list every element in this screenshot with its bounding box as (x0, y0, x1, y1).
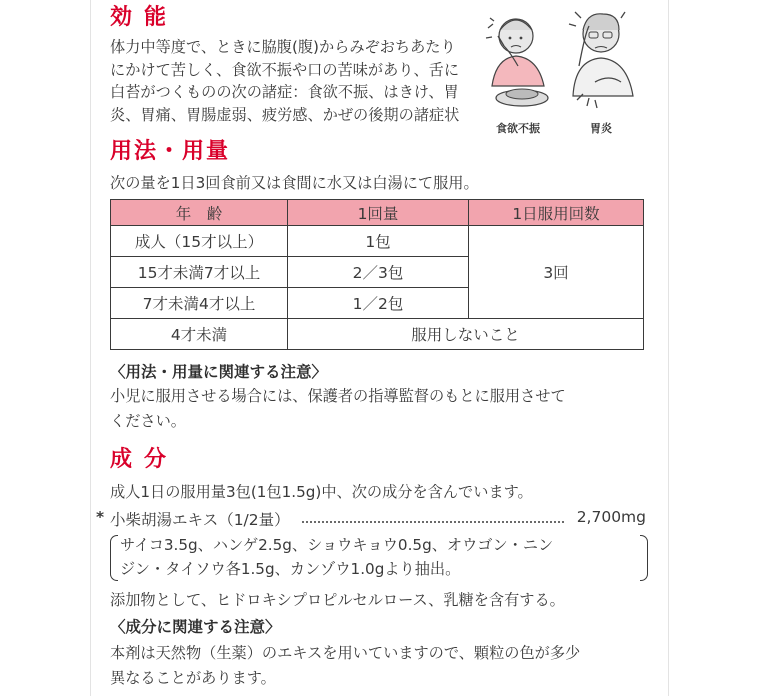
dosage-note-text: 小児に服用させる場合には、保護者の指導監督のもとに服用させて ください。 (110, 387, 566, 430)
dosage-table (110, 199, 644, 350)
age-cell: 7才未満4才以上 (111, 288, 288, 319)
header-age: 年 齢 (111, 200, 288, 226)
man-gastritis-illustration (565, 4, 645, 114)
age-cell: 15才未満7才以上 (111, 257, 288, 288)
woman-no-appetite-illustration (482, 6, 554, 116)
bracket-left (110, 535, 118, 581)
ingredient-line (96, 508, 646, 530)
dosage-note-heading: 〈用法・用量に関連する注意〉 (110, 363, 328, 381)
dose-cell: 2／3包 (288, 257, 469, 288)
caption-gastritis: 胃炎 (590, 122, 612, 135)
ingredient-amount: 2,700mg (576, 508, 646, 526)
efficacy-heading: 効能 (110, 5, 179, 30)
times-cell: 3回 (469, 226, 644, 319)
table-row (111, 226, 644, 257)
table-header-row (111, 200, 644, 226)
age-cell: 成人（15才以上） (111, 226, 288, 257)
dosage-heading: 用法・用量 (110, 139, 231, 164)
asterisk-mark: * (96, 508, 105, 526)
dose-cell: 1包 (288, 226, 469, 257)
leader-dots (302, 521, 564, 523)
page-margin-left (90, 0, 91, 696)
ingredient-name: 小柴胡湯エキス（1/2量） (110, 511, 290, 529)
table-row (111, 319, 644, 350)
dose-cell: 1／2包 (288, 288, 469, 319)
extraction-detail: サイコ3.5g、ハンゲ2.5g、ショウキョウ0.5g、オウゴン・ニン ジン・タイソウ各1.5g、カンゾウ1.0gより抽出。 (110, 533, 648, 583)
header-daily-times: 1日服用回数 (469, 200, 644, 226)
page-margin-right (668, 0, 669, 696)
ingredients-heading: 成分 (110, 447, 179, 472)
bracket-right (640, 535, 648, 581)
not-for-use-cell: 服用しないこと (288, 319, 644, 350)
age-cell: 4才未満 (111, 319, 288, 350)
efficacy-text: 体力中等度で、ときに脇腹(腹)からみぞおちあたり にかけて苦しく、食欲不振や口の苦味があり、舌に 白苔がつくものの次の諸症：食欲不振、はきけ、胃 炎、胃痛、胃腸虚弱、疲労感、かぜの後期の諸症状 (110, 38, 460, 124)
additives-text: 添加物として、ヒドロキシプロピルセルロース、乳糖を含有する。 (110, 591, 565, 609)
header-single-dose: 1回量 (288, 200, 469, 226)
caption-no-appetite: 食欲不振 (496, 122, 540, 135)
ingredients-intro: 成人1日の服用量3包(1包1.5g)中、次の成分を含んでいます。 (110, 483, 533, 501)
ingredients-note-text: 本剤は天然物（生薬）のエキスを用いていますので、顆粒の色が多少 異なることがあります。 (110, 644, 581, 687)
ingredients-note-heading: 〈成分に関連する注意〉 (110, 618, 281, 636)
dosage-intro: 次の量を1日3回食前又は食間に水又は白湯にて服用。 (110, 174, 479, 192)
